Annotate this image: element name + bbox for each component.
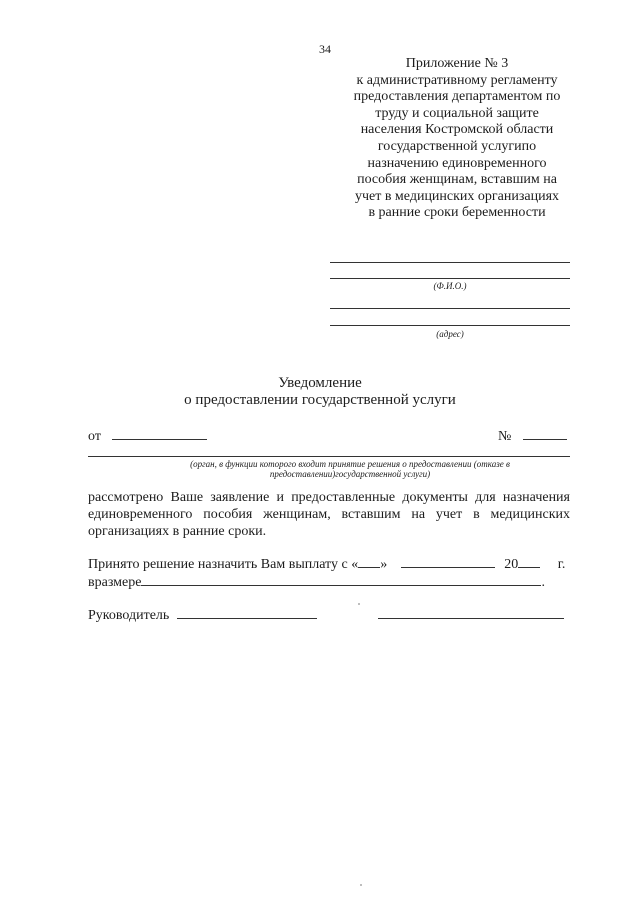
amount-field[interactable] [141, 573, 541, 586]
appendix-header [322, 56, 592, 222]
recipient-fio-line-2[interactable] [330, 278, 570, 279]
document-subtitle: о предоставлении государственной услуги [184, 392, 456, 408]
from-label: от [88, 429, 101, 444]
organ-line[interactable] [88, 456, 570, 457]
amount-label: вразмере [88, 575, 142, 590]
organ-caption: (орган, в функции которого входит принятие решения о предоставлении (отказе в предоставлении)государственной услуги) [190, 459, 510, 479]
head-signature-field[interactable] [177, 606, 317, 619]
head-name-field[interactable] [378, 606, 564, 619]
scan-speck [358, 603, 360, 605]
appendix-line: Приложение № 3 [405, 56, 509, 71]
appendix-line: пособия женщинам, вставшим на [357, 172, 557, 188]
quote-close: » [380, 557, 388, 572]
body-paragraph: рассмотрено Ваше заявление и предоставленные документы для назначения единовременного пособия женщинам, вставшим на учет в медицинских организациях в ранние сроки. [88, 490, 570, 539]
date-field[interactable] [112, 427, 207, 440]
signature-row [88, 606, 570, 624]
number-field[interactable] [523, 427, 567, 440]
scan-speck [360, 884, 362, 886]
year-prefix: 20 [504, 557, 519, 572]
date-number-row [88, 427, 570, 445]
appendix-line: предоставления департаментом по [353, 89, 561, 105]
appendix-line: в ранние сроки беременности [368, 205, 546, 221]
decision-prefix: Принято решение назначить Вам выплату с « [88, 557, 359, 572]
appendix-line: учет в медицинских организациях [354, 188, 560, 204]
year-field[interactable] [518, 555, 540, 568]
recipient-address-line-1[interactable] [330, 308, 570, 309]
appendix-line: населения Костромской области [360, 122, 554, 138]
fio-caption: (Ф.И.О.) [433, 281, 467, 291]
head-label: Руководитель [88, 608, 170, 623]
recipient-fio-line-1[interactable] [330, 262, 570, 263]
month-field[interactable] [401, 555, 495, 568]
appendix-line: государственной услугипо [377, 138, 537, 154]
address-caption: (адрес) [436, 329, 464, 339]
appendix-line: к административному регламенту [356, 72, 558, 88]
document-title: Уведомление [278, 375, 362, 391]
day-field[interactable] [358, 555, 380, 568]
appendix-line: назначению единовременного [367, 155, 547, 171]
number-label: № [498, 429, 512, 444]
amount-line [88, 573, 570, 591]
page-number: 34 [319, 42, 331, 56]
decision-line [88, 555, 570, 573]
year-suffix: г. [557, 557, 566, 572]
appendix-line: труду и социальной защите [375, 105, 539, 121]
amount-end: . [541, 575, 545, 590]
recipient-address-line-2[interactable] [330, 325, 570, 326]
